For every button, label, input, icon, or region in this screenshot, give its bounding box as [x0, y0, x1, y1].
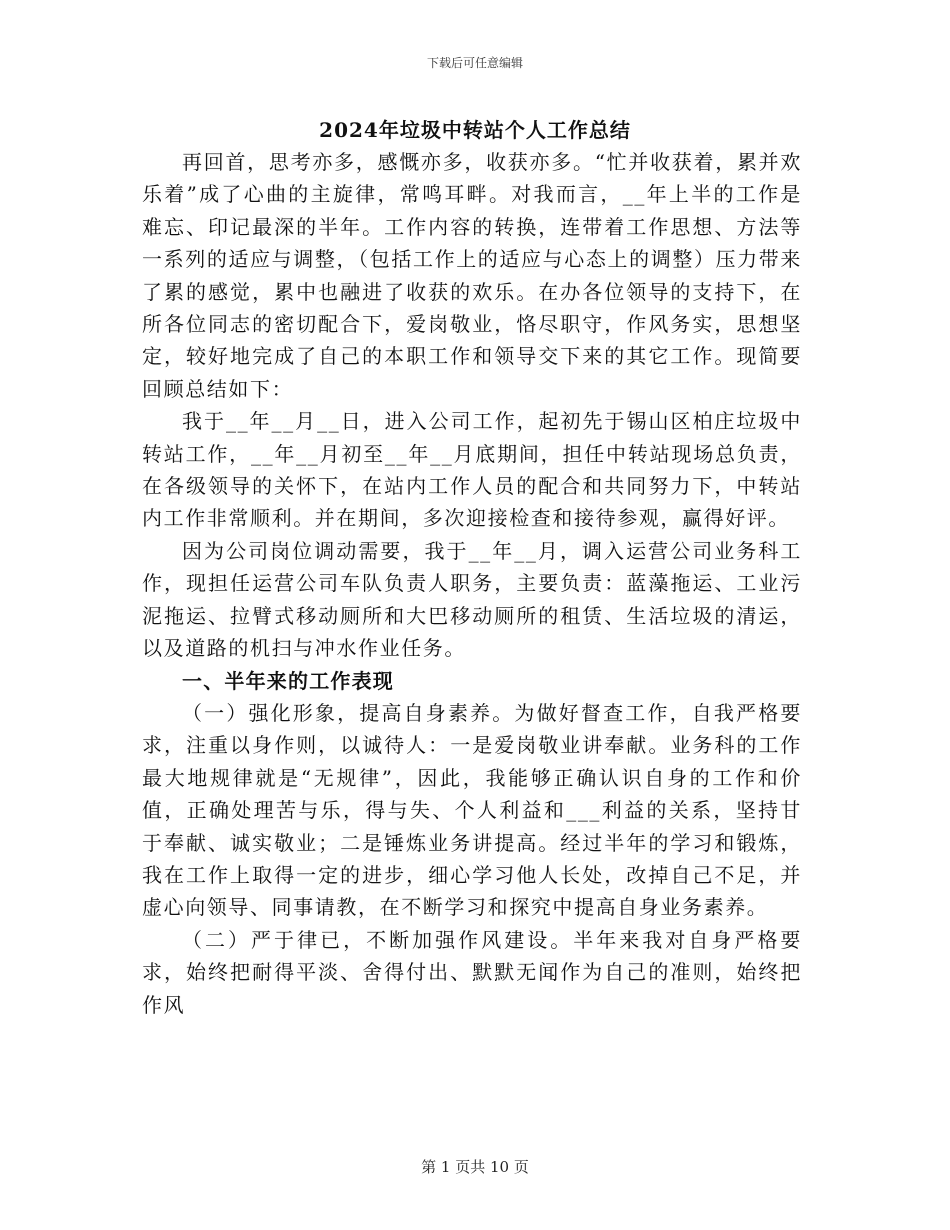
- paragraph-job-transfer: 因为公司岗位调动需要，我于__年__月，调入运营公司业务科工作，现担任运营公司车队负责人职务，主要负责：蓝藻拖运、工业污泥拖运、拉臂式移动厕所和大巴移动厕所的租赁、生活垃圾的清运，以及道路的机扫与冲水作业任务。: [142, 538, 802, 661]
- page-number-footer: 第 1 页共 10 页: [421, 1158, 529, 1176]
- paragraph-discipline: （二）严于律已，不断加强作风建设。半年来我对自身严格要求，始终把耐得平淡、舍得付出、默默无闻作为自己的准则，始终把作风: [142, 927, 802, 1017]
- page-header-note: 下载后可任意编辑: [426, 56, 523, 70]
- paragraph-intro: 再回首，思考亦多，感慨亦多，收获亦多。“忙并收获着，累并欢乐着”成了心曲的主旋律，常鸣耳畔。对我而言，__年上半的工作是难忘、印记最深的半年。工作内容的转换，连带着工作思想、方法等一系列的适应与调整，（包括工作上的适应与心态上的调整）压力带来了累的感觉，累中也融进了收获的欢乐。在办各位领导的支持下，在所各位同志的密切配合下，爱岗敬业，恪尽职守，作风务实，思想坚定，较好地完成了自己的本职工作和领导交下来的其它工作。现简要回顾总结如下：: [142, 150, 802, 401]
- paragraph-image-quality: （一）强化形象，提高自身素养。为做好督查工作，自我严格要求，注重以身作则，以诚待人：一是爱岗敬业讲奉献。业务科的工作最大地规律就是“无规律”，因此，我能够正确认识自身的工作和价值，正确处理苦与乐，得与失、个人利益和___利益的关系，坚持甘于奉献、诚实敬业；二是锤炼业务讲提高。经过半年的学习和锻炼，我在工作上取得一定的进步，细心学习他人长处，改掉自己不足，并虚心向领导、同事请教，在不断学习和探究中提高自身业务素养。: [142, 700, 802, 920]
- document-title: 2024年垃圾中转站个人工作总结: [319, 118, 631, 142]
- document-body: [142, 146, 802, 1021]
- section-heading-performance: 一、半年来的工作表现: [182, 668, 394, 693]
- paragraph-work-history: 我于__年__月__日，进入公司工作，起初先于锡山区柏庄垃圾中转站工作，__年__月初至__年__月底期间，担任中转站现场总负责，在各级领导的关怀下，在站内工作人员的配合和共同努力下，中转站内工作非常顺利。并在期间，多次迎接检查和接待参观，赢得好评。: [142, 409, 802, 531]
